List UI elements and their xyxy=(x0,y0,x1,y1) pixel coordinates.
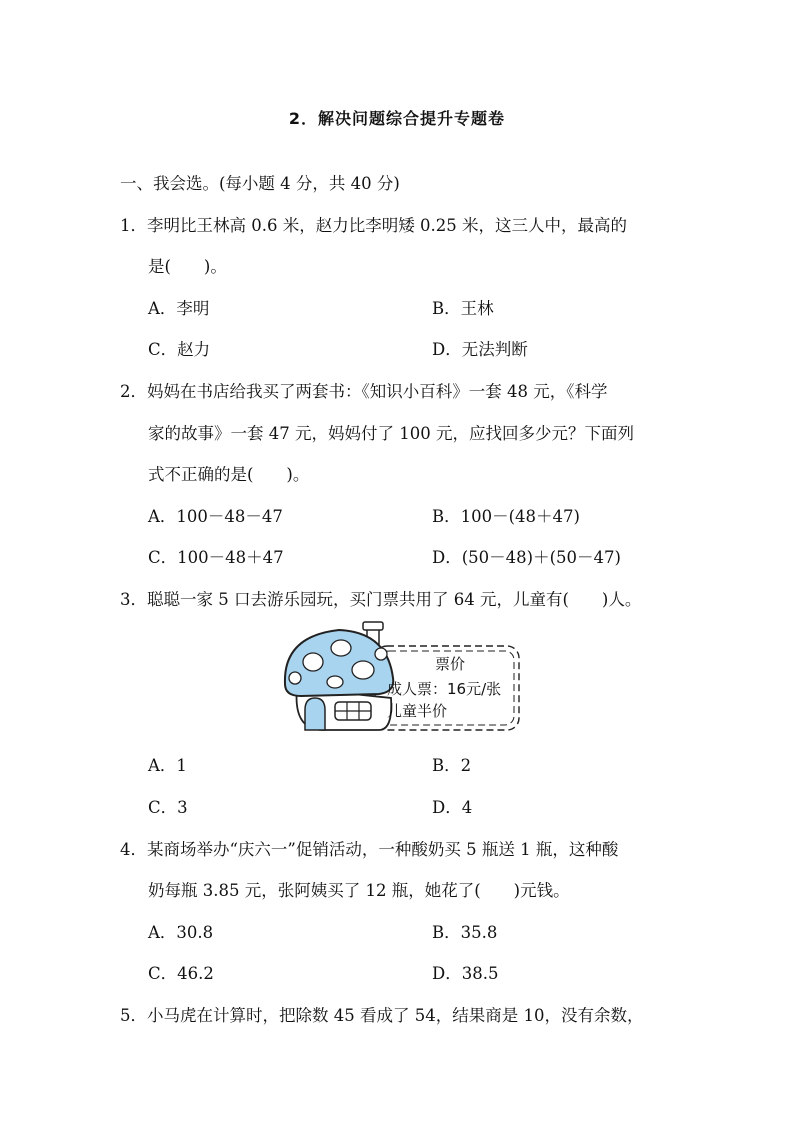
ticket-child-price: 儿童半价 xyxy=(387,702,448,720)
question-1-option-b[interactable]: B．王林 xyxy=(432,299,494,318)
question-2-line-3: 式不正确的是( )。 xyxy=(148,465,310,484)
mushroom-ticket-illustration xyxy=(283,618,523,736)
question-1-line-2: 是( )。 xyxy=(148,257,227,276)
question-4-option-c[interactable]: C．46.2 xyxy=(148,964,214,983)
question-2-line-1: 2．妈妈在书店给我买了两套书：《知识小百科》一套 48 元，《科学 xyxy=(120,382,608,401)
ticket-adult-price: 成人票：16元/张 xyxy=(387,680,502,698)
question-4-line-1: 4．某商场举办“庆六一”促销活动，一种酸奶买 5 瓶送 1 瓶，这种酸 xyxy=(120,840,619,859)
question-2-option-d[interactable]: D．(50－48)＋(50－47) xyxy=(432,548,621,567)
question-3-line-1: 3．聪聪一家 5 口去游乐园玩，买门票共用了 64 元，儿童有( )人。 xyxy=(120,590,642,609)
question-1-option-c[interactable]: C．赵力 xyxy=(148,340,211,359)
question-4-line-2: 奶每瓶 3.85 元，张阿姨买了 12 瓶，她花了( )元钱。 xyxy=(148,881,570,900)
question-4-option-b[interactable]: B．35.8 xyxy=(432,923,498,942)
section-heading: 一、我会选。(每小题 4 分，共 40 分) xyxy=(120,174,400,193)
question-3-option-c[interactable]: C．3 xyxy=(148,798,188,817)
question-1-option-d[interactable]: D．无法判断 xyxy=(432,340,528,359)
question-3-option-d[interactable]: D．4 xyxy=(432,798,473,817)
page-title: 2．解决问题综合提升专题卷 xyxy=(288,109,506,128)
question-1-line-1: 1．李明比王林高 0.6 米，赵力比李明矮 0.25 米，这三人中，最高的 xyxy=(120,216,627,235)
question-1-option-a[interactable]: A．李明 xyxy=(148,299,210,318)
question-5-line-1: 5．小马虎在计算时，把除数 45 看成了 54，结果商是 10，没有余数， xyxy=(120,1006,644,1025)
question-2-option-c[interactable]: C．100－48＋47 xyxy=(148,548,284,567)
question-2-option-a[interactable]: A．100－48－47 xyxy=(148,507,283,526)
question-4-option-a[interactable]: A．30.8 xyxy=(148,923,214,942)
question-3-option-b[interactable]: B．2 xyxy=(432,756,472,775)
question-3-option-a[interactable]: A．1 xyxy=(148,756,187,775)
question-2-line-2: 家的故事》一套 47 元，妈妈付了 100 元，应找回多少元？下面列 xyxy=(148,424,634,443)
ticket-heading: 票价 xyxy=(435,655,466,673)
question-4-option-d[interactable]: D．38.5 xyxy=(432,964,499,983)
question-2-option-b[interactable]: B．100－(48＋47) xyxy=(432,507,580,526)
